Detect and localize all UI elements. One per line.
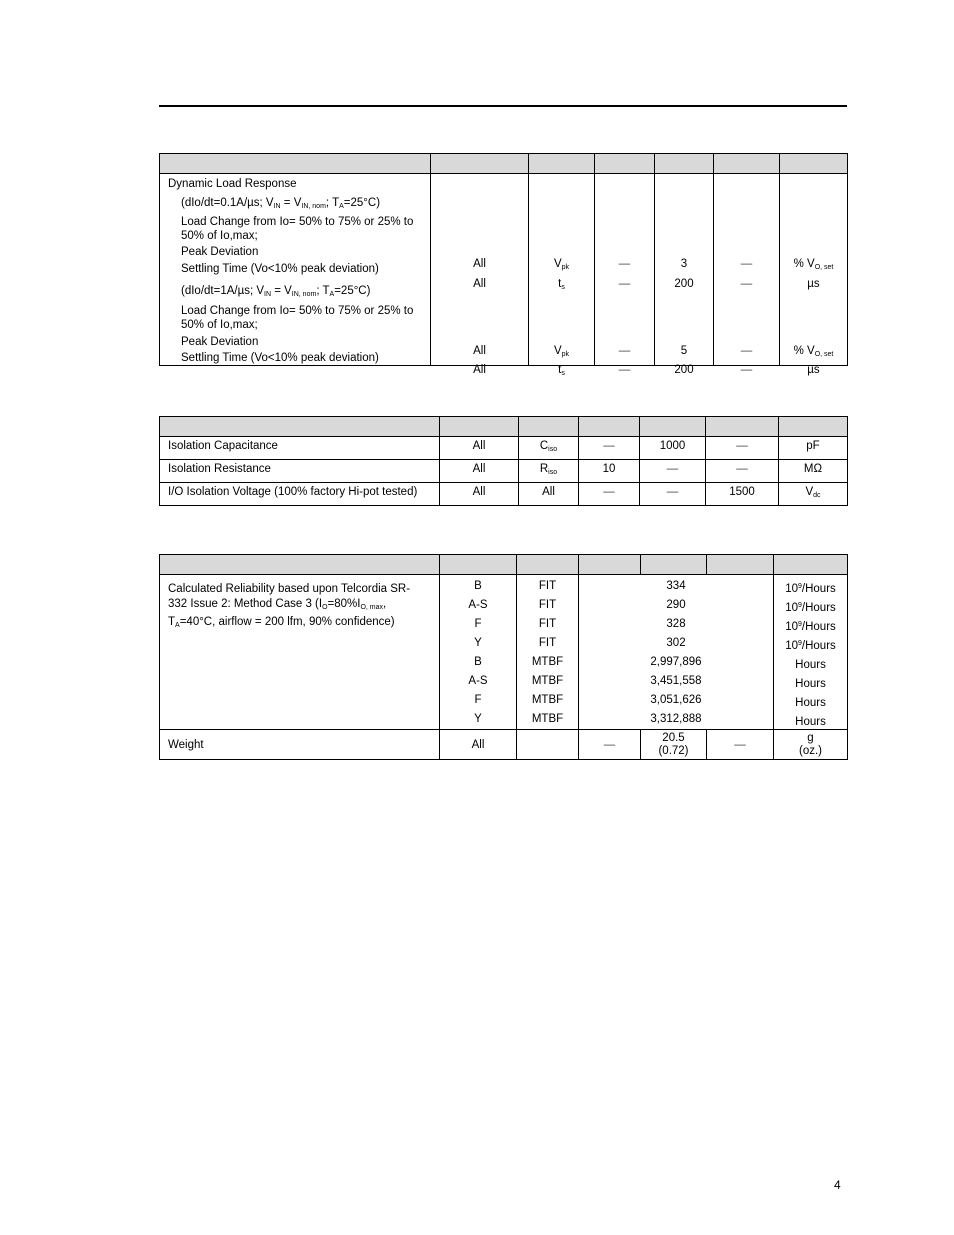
parameter-cell: Isolation Resistance	[160, 460, 440, 483]
value-cell	[579, 575, 774, 730]
device-cell: All	[440, 437, 519, 460]
header-rule	[159, 105, 847, 107]
dynamic-response-table	[159, 153, 848, 377]
typ-value: 5	[680, 345, 688, 357]
symbol-value: FIT	[538, 637, 557, 649]
symbol-cell	[529, 174, 595, 377]
table-row	[160, 575, 848, 730]
device-value: A-S	[468, 675, 488, 687]
min-cell	[595, 174, 655, 376]
load-change-text: 50% of Io,max;	[181, 319, 258, 331]
typ-value: 200	[674, 278, 694, 290]
device-value: All	[473, 345, 486, 357]
parameter-cell: Weight	[160, 730, 440, 760]
max-value: —	[740, 258, 753, 270]
section-title: Dynamic Load Response	[168, 178, 297, 190]
unit-value: µs	[807, 278, 820, 290]
device-cell: All	[440, 483, 519, 506]
table-row	[160, 460, 848, 483]
load-change-text: Load Change from Io= 50% to 75% or 25% to	[181, 216, 414, 228]
max-cell: —	[706, 460, 779, 483]
max-cell	[714, 174, 780, 376]
table-header-row	[160, 555, 848, 575]
test-condition-1: (dIo/dt=0.1A/µs; $V_{IN} = V_{IN, nom}$; $T_A=25^\circ C$)	[181, 197, 381, 210]
table-row	[160, 483, 848, 506]
load-change-text: Load Change from Io= 50% to 75% or 25% to	[181, 305, 414, 317]
typ-value: 3	[680, 258, 688, 270]
unit-value: $10^9$/Hours	[785, 621, 836, 633]
peak-deviation-label: Peak Deviation	[181, 246, 259, 258]
symbol-value: $V_{pk}$	[553, 345, 570, 358]
symbol-cell: All	[519, 483, 579, 506]
reliability-value: 3,051,626	[650, 694, 702, 706]
unit-ounces: (oz.)	[799, 744, 822, 757]
unit-cell	[774, 575, 848, 730]
reliability-text: 332 Issue 2: Method Case 3 ($I_O=80\%I_{O, max}$,	[168, 598, 387, 611]
load-change-text: 50% of Io,max;	[181, 230, 258, 242]
page-number: 4	[834, 1178, 841, 1192]
unit-grams: g	[807, 731, 814, 744]
min-value: —	[618, 345, 631, 357]
reliability-value: 290	[666, 599, 686, 611]
device-value: F	[474, 694, 482, 706]
typ-cell: 1000	[640, 437, 706, 460]
typ-cell: —	[640, 460, 706, 483]
symbol-value: FIT	[538, 580, 557, 592]
device-value: A-S	[468, 599, 488, 611]
unit-value: % $V_{O, set}$	[793, 258, 834, 271]
parameter-cell: Isolation Capacitance	[160, 437, 440, 460]
weight-grams: 20.5	[662, 731, 685, 744]
max-value: —	[740, 345, 753, 357]
max-cell: —	[707, 730, 774, 760]
table-row	[160, 730, 848, 760]
device-cell: All	[440, 460, 519, 483]
max-value: —	[740, 278, 753, 290]
unit-value: $10^9$/Hours	[785, 583, 836, 595]
settling-time-label: Settling Time (Vo<10% peak deviation)	[181, 263, 379, 275]
min-value: —	[618, 364, 631, 376]
symbol-value: MTBF	[531, 713, 564, 725]
symbol-value: MTBF	[531, 656, 564, 668]
parameter-cell	[160, 174, 431, 366]
unit-value: % $V_{O, set}$	[793, 345, 834, 358]
min-cell: —	[579, 730, 641, 760]
test-condition-2: (dIo/dt=1A/µs; $V_{IN} = V_{IN, nom}$; $T_A=25^\circ C$)	[181, 285, 371, 298]
unit-cell	[774, 730, 848, 760]
device-value: All	[473, 278, 486, 290]
symbol-value: $V_{pk}$	[553, 258, 570, 271]
typ-cell	[655, 174, 714, 376]
isolation-table	[159, 416, 848, 506]
max-cell: 1500	[706, 483, 779, 506]
max-value: —	[740, 364, 753, 376]
min-cell: —	[579, 483, 640, 506]
parameter-cell	[160, 575, 440, 730]
unit-value: Hours	[795, 659, 826, 671]
table-row	[160, 437, 848, 460]
symbol-cell: $R_{iso}$	[519, 460, 579, 483]
device-value: All	[473, 258, 486, 270]
symbol-value: MTBF	[531, 694, 564, 706]
reliability-text: $T_A=40^\circ C$, airflow = 200 lfm, 90% confidence)	[168, 616, 395, 629]
device-cell: All	[440, 730, 517, 760]
reliability-table	[159, 554, 848, 760]
unit-cell: pF	[779, 437, 848, 460]
unit-value: Hours	[795, 678, 826, 690]
unit-value: Hours	[795, 697, 826, 709]
reliability-value: 328	[666, 618, 686, 630]
unit-cell: MΩ	[779, 460, 848, 483]
device-value: Y	[474, 713, 482, 725]
reliability-text: Calculated Reliability based upon Telcordia SR-	[168, 583, 411, 595]
symbol-cell	[517, 575, 579, 730]
device-cell	[440, 575, 517, 730]
device-value: B	[474, 580, 482, 592]
reliability-value: 302	[666, 637, 686, 649]
device-value: B	[474, 656, 482, 668]
reliability-value: 3,451,558	[650, 675, 702, 687]
symbol-cell: $C_{iso}$	[519, 437, 579, 460]
device-value: Y	[474, 637, 482, 649]
symbol-value: MTBF	[531, 675, 564, 687]
device-cell	[431, 174, 529, 376]
min-value: —	[618, 278, 631, 290]
unit-value: Hours	[795, 716, 826, 728]
typ-cell: —	[640, 483, 706, 506]
table-header-row	[160, 154, 848, 174]
max-cell: —	[706, 437, 779, 460]
unit-value: µs	[807, 364, 820, 376]
typ-cell	[641, 730, 707, 760]
min-cell: 10	[579, 460, 640, 483]
symbol-value: FIT	[538, 618, 557, 630]
table-row	[160, 174, 848, 366]
typ-value: 200	[674, 364, 694, 376]
symbol-value: FIT	[538, 599, 557, 611]
parameter-cell: I/O Isolation Voltage (100% factory Hi-pot tested)	[160, 483, 440, 506]
weight-ounces: (0.72)	[658, 744, 689, 757]
table-header-row	[160, 417, 848, 437]
symbol-cell	[517, 730, 579, 760]
reliability-value: 2,997,896	[650, 656, 702, 668]
unit-cell: $V_{dc}$	[779, 483, 848, 506]
settling-time-label: Settling Time (Vo<10% peak deviation)	[181, 352, 379, 364]
device-value: All	[473, 364, 486, 376]
unit-value: $10^9$/Hours	[785, 602, 836, 614]
unit-cell	[780, 174, 848, 376]
min-value: —	[618, 258, 631, 270]
device-value: F	[474, 618, 482, 630]
peak-deviation-label: Peak Deviation	[181, 336, 259, 348]
reliability-value: 3,312,888	[650, 713, 702, 725]
min-cell: —	[579, 437, 640, 460]
symbol-value: $t_s$	[558, 278, 565, 291]
symbol-value: $t_s$	[558, 364, 565, 377]
reliability-value: 334	[666, 580, 686, 592]
unit-value: $10^9$/Hours	[785, 640, 836, 652]
